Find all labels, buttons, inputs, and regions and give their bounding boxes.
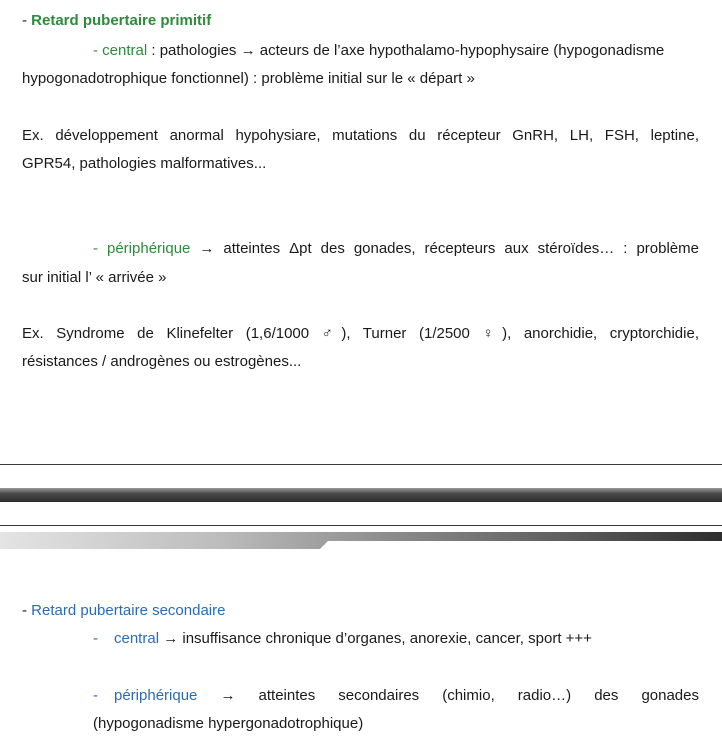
secondaire-heading-label: Retard pubertaire secondaire <box>31 602 226 619</box>
primitif-central-line2: hypogonadotrophique fonctionnel) : problème initial sur le « départ » <box>22 70 475 87</box>
secondaire-central-line: - central → insuffisance chronique d’organes, anorexie, cancer, sport +++ <box>93 630 592 647</box>
secondaire-central-label: central <box>114 630 160 647</box>
separator-thin-line <box>0 525 722 526</box>
primitif-peripherique-label: périphérique <box>107 240 191 257</box>
primitif-central-example-line2: GPR54, pathologies malformatives... <box>22 155 267 172</box>
separator-notch <box>320 541 722 549</box>
primitif-heading-label: Retard pubertaire primitif <box>31 12 212 29</box>
separator-dark-bar <box>0 488 722 502</box>
primitif-peripherique-example-line1: Ex. Syndrome de Klinefelter (1,6/1000 ♂), Turner (1/2500 ♀), anorchidie, cryptorchidie, <box>22 325 699 342</box>
secondaire-peripherique-line2: (hypogonadisme hypergonadotrophique) <box>93 715 364 732</box>
primitif-central-line1: - central : pathologies → acteurs de l’axe hypothalamo-hypophysaire (hypogonadisme <box>93 42 665 59</box>
primitif-peripherique-example-line2: résistances / androgènes ou estrogènes... <box>22 353 302 370</box>
secondaire-peripherique-label: périphérique <box>114 687 198 704</box>
primitif-central-label: central <box>102 42 148 59</box>
primitif-peripherique-line2: sur initial l’ « arrivée » <box>22 269 167 286</box>
primitif-central-example-line1: Ex. développement anormal hypohysiare, mutations du récepteur GnRH, LH, FSH, leptine, <box>22 127 699 144</box>
secondaire-peripherique-line1: - périphérique → atteintes secondaires (chimio, radio…) des gonades <box>93 687 699 704</box>
primitif-heading: - Retard pubertaire primitif <box>22 12 212 29</box>
primitif-peripherique-line1: - périphérique → atteintes Δpt des gonades, récepteurs aux stéroïdes… : problème <box>93 240 699 257</box>
separator-top-line <box>0 464 722 465</box>
secondaire-heading: - Retard pubertaire secondaire <box>22 602 226 619</box>
